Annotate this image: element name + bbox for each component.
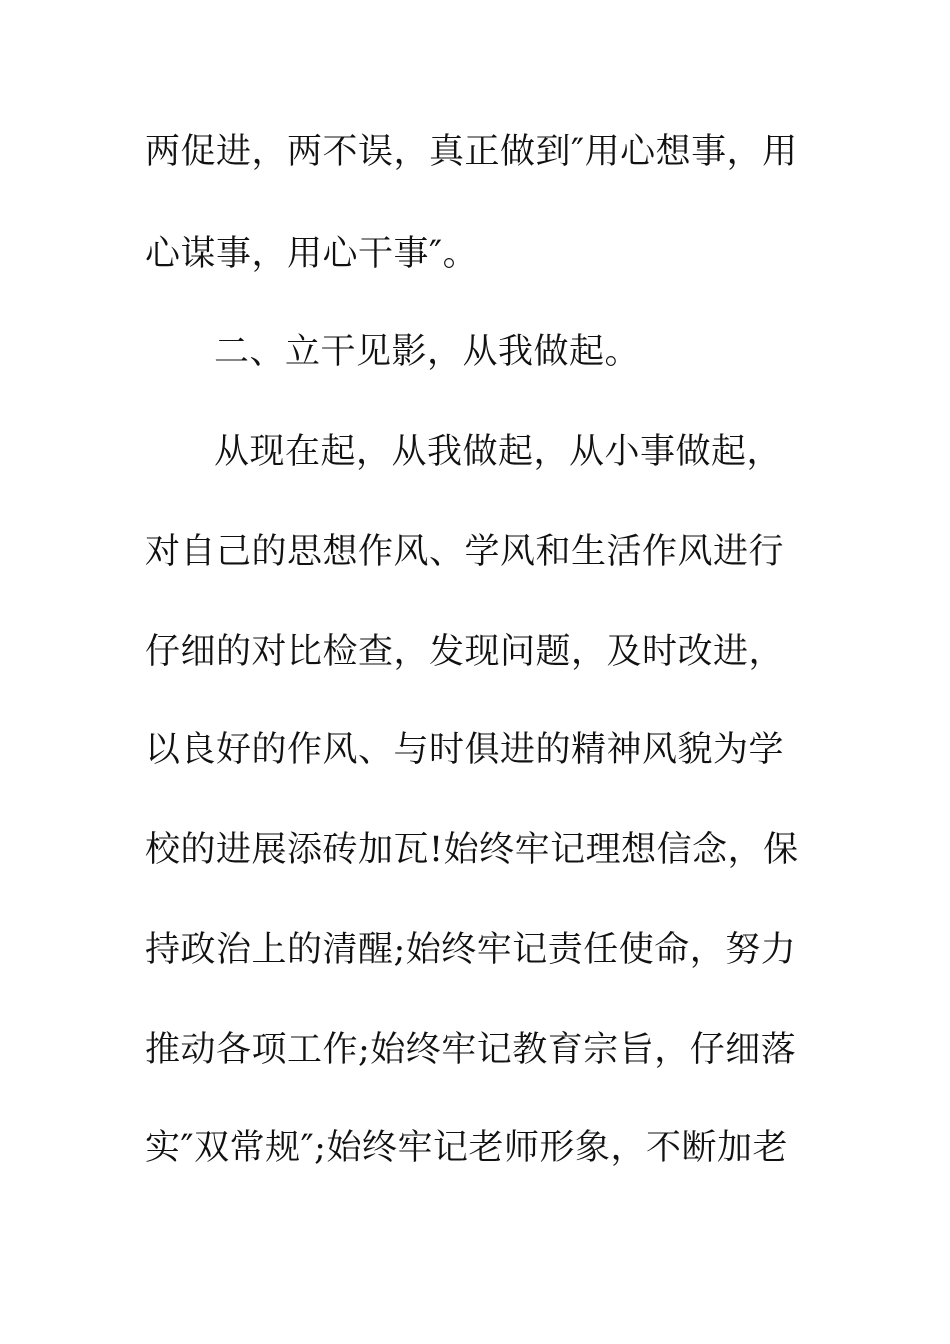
text-line: 持政治上的清醒;始终牢记责任使命，努力	[145, 930, 797, 970]
text-line: 从现在起，从我做起，从小事做起，	[214, 432, 783, 472]
text-line: 心谋事，用心干事″。	[145, 234, 479, 274]
text-line: 推动各项工作;始终牢记教育宗旨，仔细落	[145, 1030, 797, 1070]
text-line: 对自己的思想作风、学风和生活作风进行	[145, 532, 785, 572]
text-line: 实″双常规″;始终牢记老师形象，不断加老	[145, 1128, 788, 1168]
text-line: 校的进展添砖加瓦!始终牢记理想信念，保	[145, 830, 799, 870]
text-line: 以良好的作风、与时俱进的精神风貌为学	[145, 730, 785, 770]
text-line: 仔细的对比检查，发现问题，及时改进，	[145, 632, 785, 672]
section-heading: 二、立干见影，从我做起。	[214, 332, 641, 372]
text-line: 两促进，两不误，真正做到″用心想事，用	[145, 132, 798, 172]
